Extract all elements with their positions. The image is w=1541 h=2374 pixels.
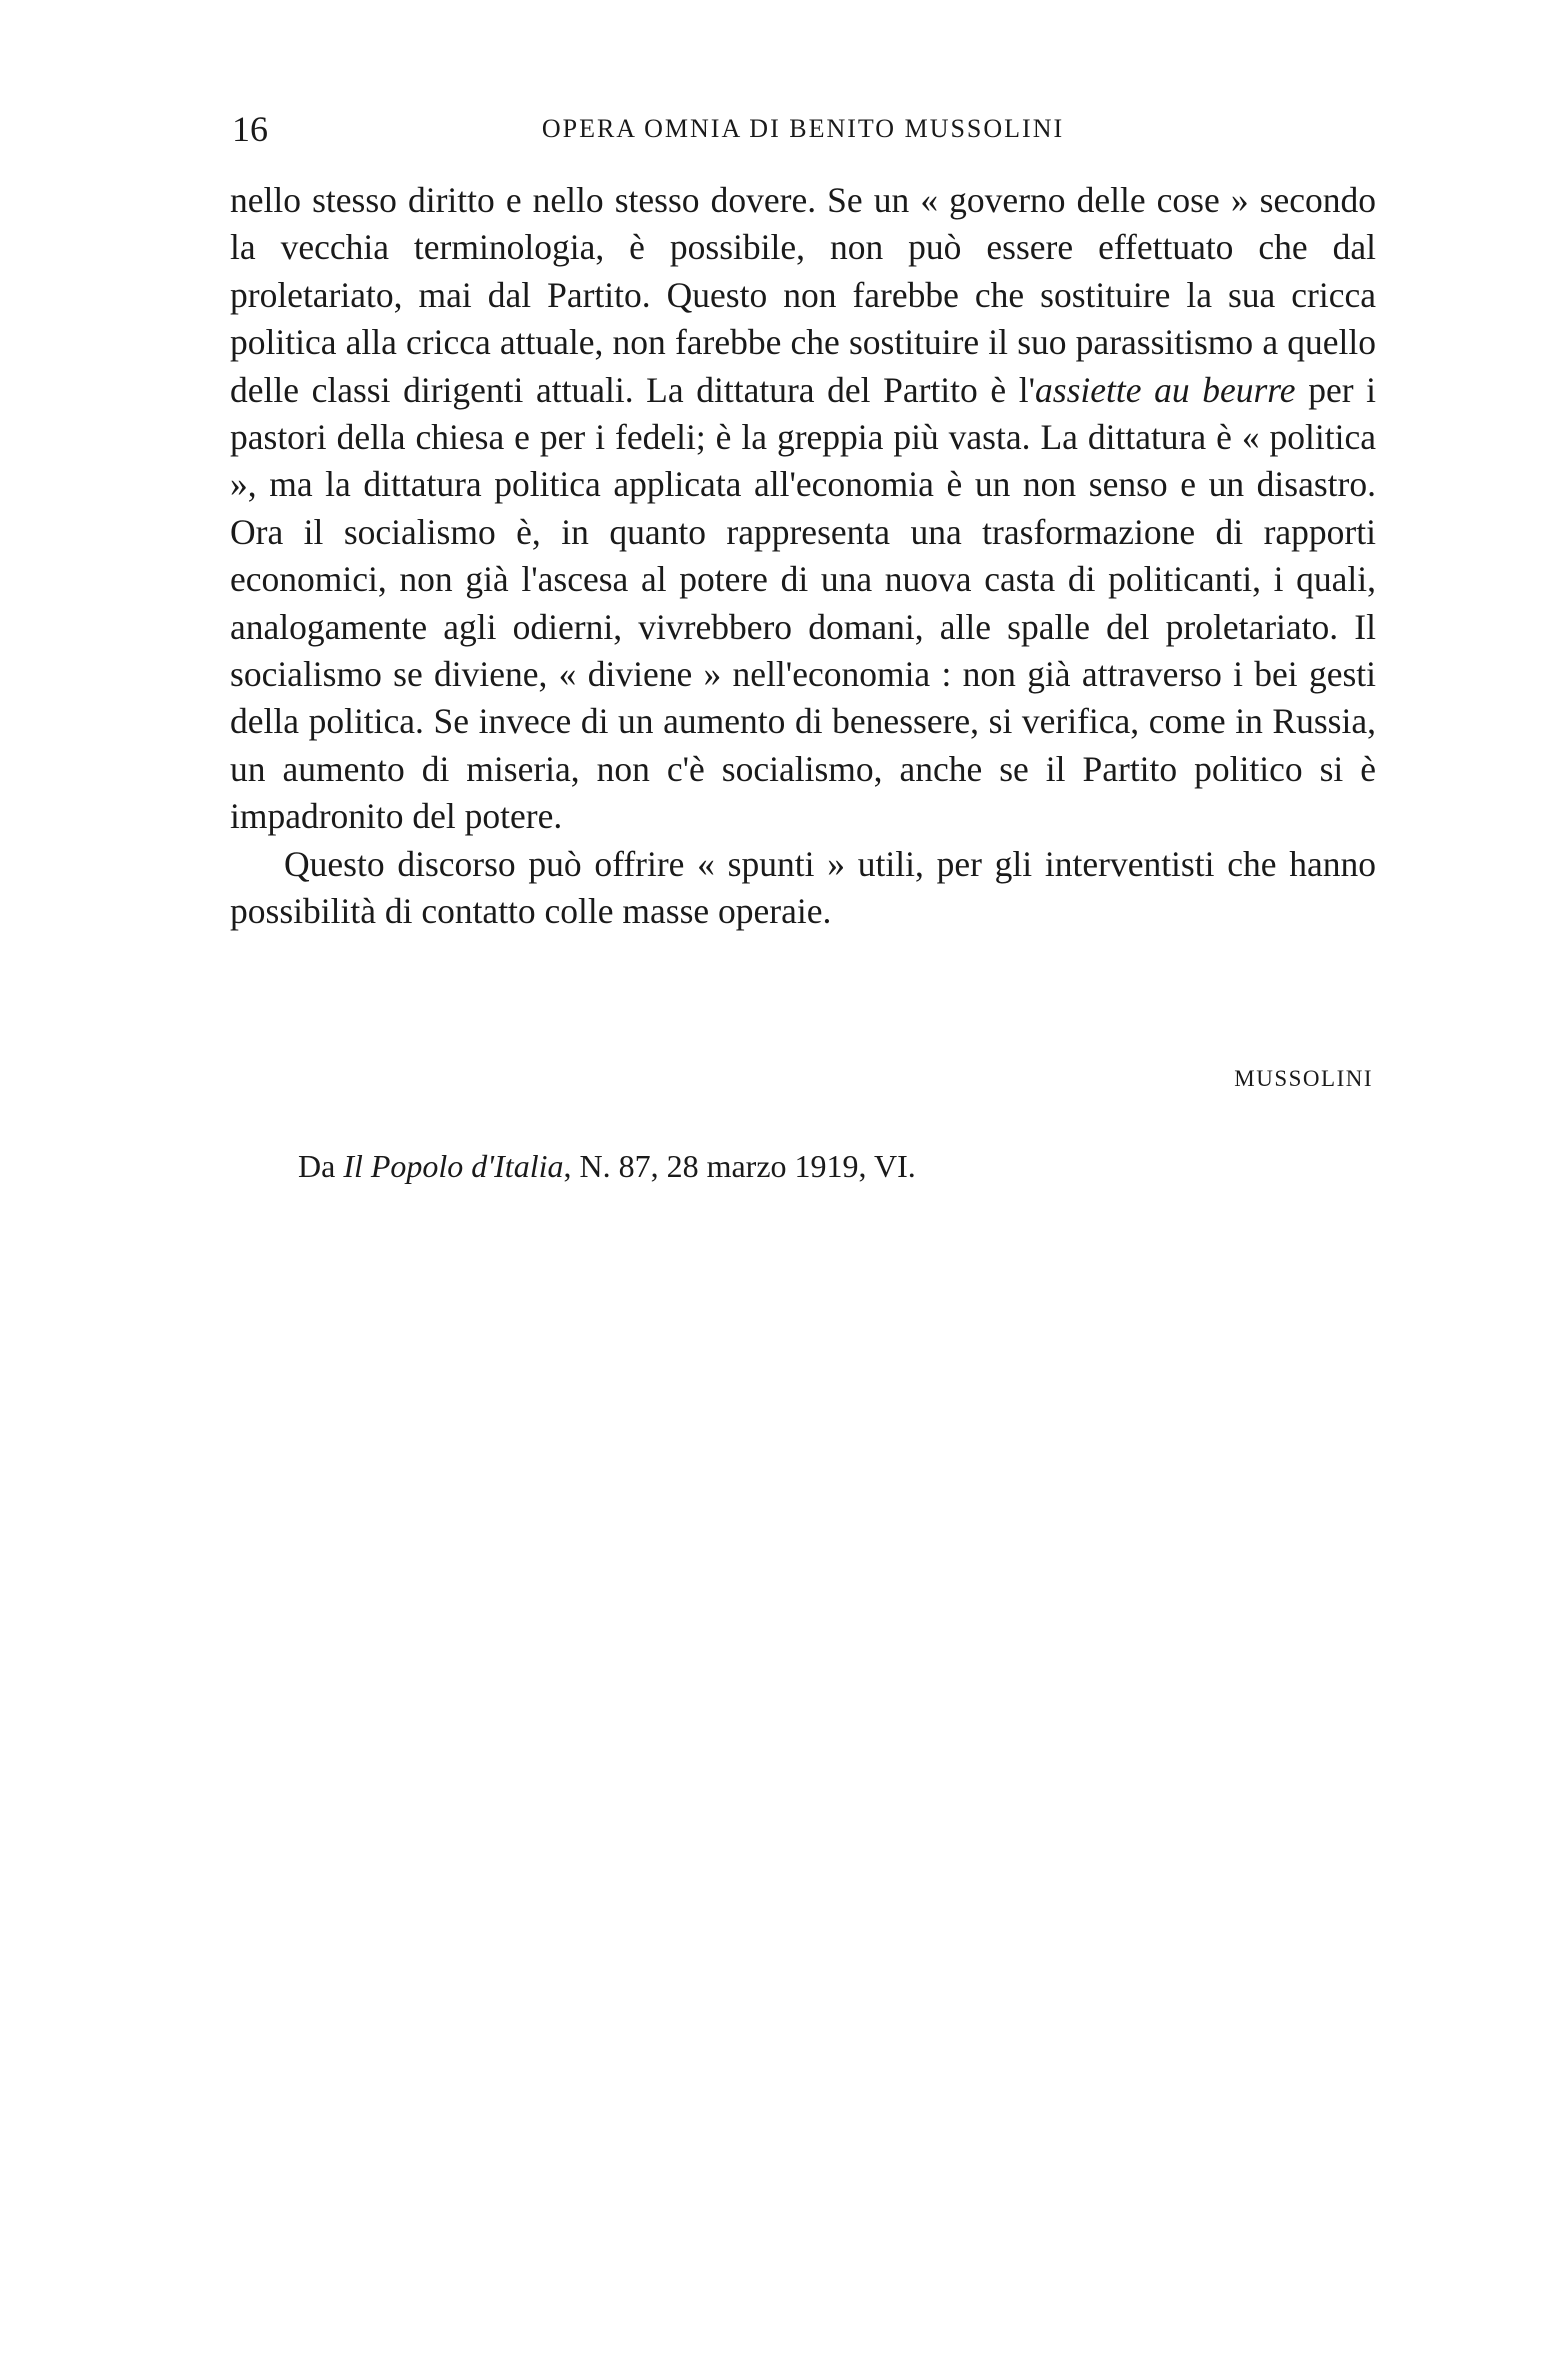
- page-header: [232, 108, 1374, 152]
- newspaper-title: Il Popolo d'Italia: [343, 1148, 564, 1184]
- source-details: , N. 87, 28 marzo 1919, VI.: [563, 1148, 916, 1184]
- body-text: [230, 177, 1376, 936]
- source-prefix: Da: [298, 1148, 344, 1184]
- running-title: OPERA OMNIA DI BENITO MUSSOLINI: [541, 114, 1065, 143]
- paragraph-1-text-start: nello stesso diritto e nello stesso dovere. Se un « governo delle cose » secondo la vecchia terminologia, è possibile, non può essere effettuato che dal proletariato, mai dal Partito. Questo non farebbe che sostituire la sua cricca politica alla cricca attuale, non farebbe che sostituire il suo parassitismo a quello delle classi dirigenti attuali. La dittatura del Partito è l': [230, 180, 1376, 410]
- paragraph-1-text-end: per i pastori della chiesa e per i fedeli; è la greppia più vasta. La dittatura è « politica », ma la dittatura politica applicata all'economia è un non senso e un disastro. Ora il socialismo è, in quanto rappresenta una trasformazione di rapporti economici, non già l'ascesa al potere di una nuova casta di politicanti, i quali, analogamente agli odierni, vivrebbero domani, alle spalle del proletariato. Il socialismo se diviene, « diviene » nell'economia : non già attraverso i bei gesti della politica. Se invece di un aumento di benessere, si verifica, come in Russia, un aumento di miseria, non c'è socialismo, anche se il Partito politico si è impadronito del potere.: [230, 369, 1376, 837]
- page-number: 16: [232, 109, 268, 149]
- paragraph-2: Questo discorso può offrire « spunti » utili, per gli interventisti che hanno possibilità di contatto colle masse operaie.: [230, 843, 1376, 932]
- paragraph-1: [230, 177, 1376, 841]
- source-citation: [298, 1148, 916, 1185]
- italic-phrase: assiette au beurre: [1035, 369, 1296, 410]
- author-signature: MUSSOLINI: [1234, 1066, 1373, 1091]
